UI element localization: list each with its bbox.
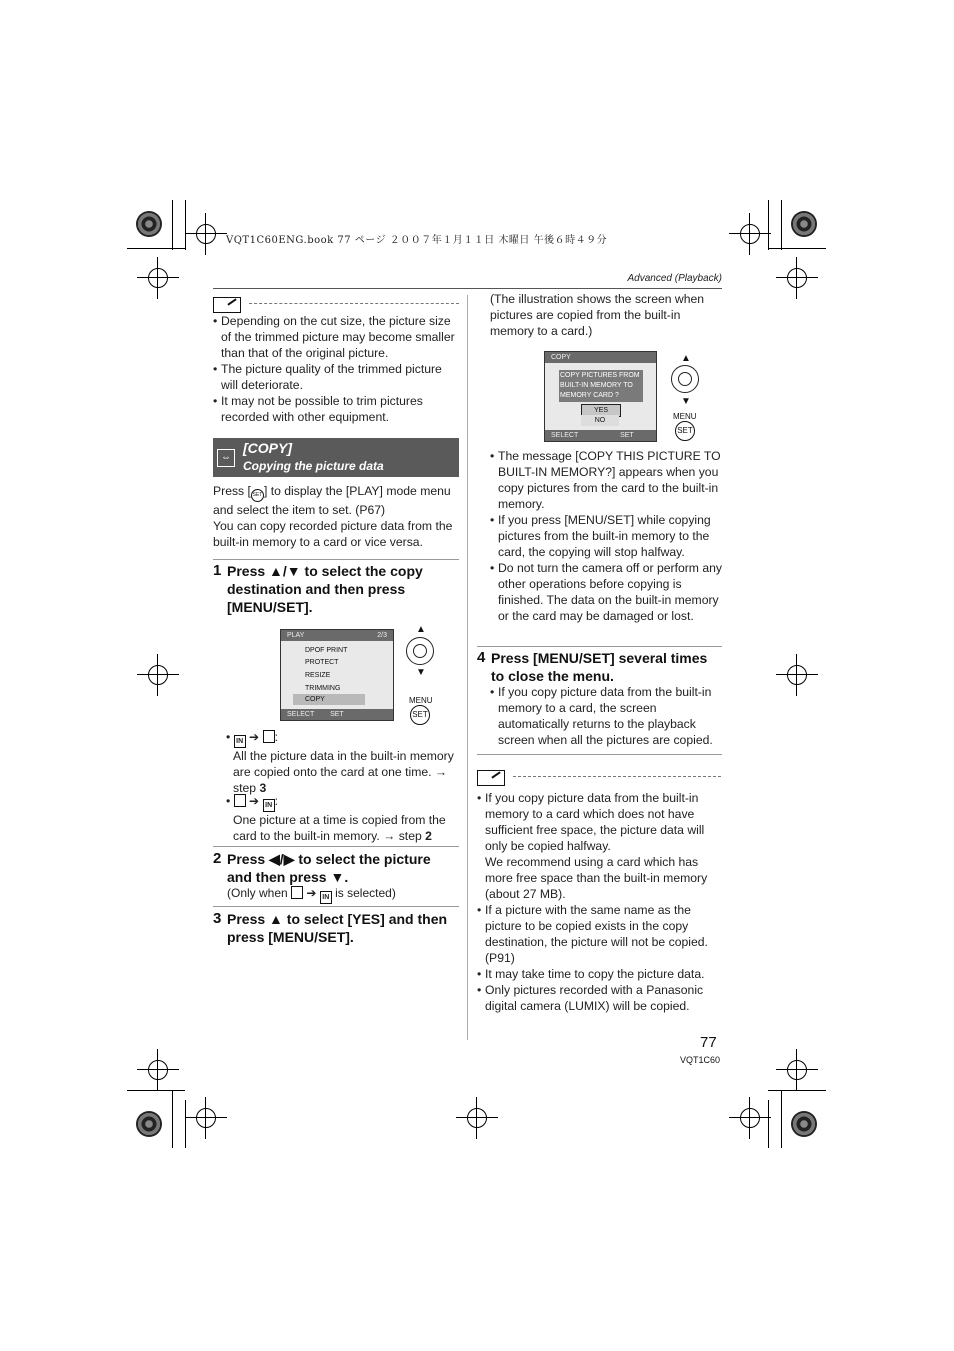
crosshair-mark [787,268,807,288]
screen-footer-set: SET [620,432,634,439]
column-divider [467,295,468,1040]
crosshair-mark [148,268,168,288]
note-icon [213,297,241,313]
built-in-memory-icon: IN [263,799,275,812]
set-button-icon: SET [675,421,695,441]
crosshair-mark [148,665,168,685]
copy-icon: ⇔ [217,449,235,467]
step-2-note: (Only when ➔ IN is selected) [227,885,459,904]
list-item: • Only pictures recorded with a Panasonic digital camera (LUMIX) will be copied. [477,982,722,1014]
screen-title: COPY [551,354,571,361]
illustration-caption: (The illustration shows the screen when pictures are copied from the built-in memory to a card.) [490,292,705,338]
menu-label: MENU [673,412,697,421]
option-a-text: All the picture data in the built-in memory are copied onto the card at one time. → step [233,749,454,795]
note-list [213,313,461,425]
section-label: Advanced (Playback) [627,273,722,284]
step-number: 4 [477,649,486,666]
copy-section-bar [213,438,459,477]
page-number: 77 [700,1034,717,1051]
menu-item: TRIMMING [305,685,341,692]
copy-intro [213,483,461,550]
step-text: Press ▲/▼ to select the copy destination and then press [MENU/SET]. [227,563,423,615]
step-number: 1 [213,562,222,579]
card-icon [263,730,275,743]
no-option: NO [581,415,619,426]
registration-disk [791,211,817,237]
option-a-step: 3 [259,781,267,795]
note-icon [477,770,505,786]
step-text: Press ◀/▶ to select the picture and then press ▼. [227,851,431,885]
step-4-bullet [490,684,725,748]
screen-footer-select: SELECT [287,711,315,718]
cursor-dial-icon [406,637,434,665]
list-item: • The message [COPY THIS PICTURE TO BUILT-IN MEMORY?] appears when you copy pictures from the card to the built-in memory. [490,448,722,512]
list-item: • It may not be possible to trim pictures recorded with other equipment. [213,393,461,425]
copy-confirm-screen [544,351,657,442]
card-icon [234,794,246,807]
screen-footer-set: SET [330,711,344,718]
registration-disk [791,1111,817,1137]
menu-item: RESIZE [305,672,331,679]
list-item: • Depending on the cut size, the picture size of the trimmed picture may become smaller than that of the original picture. [213,313,461,361]
set-button-icon: SET [410,705,430,725]
option-b: • ➔ IN : One picture at a time is copied from the card to the built-in memory. → step 2 [226,794,446,843]
copy-title: [COPY] [243,440,292,456]
built-in-memory-icon: IN [234,735,246,748]
cursor-dial-icon [671,365,699,393]
up-arrow-icon: ▲ [681,353,691,364]
step-text: Press [MENU/SET] several times to close the menu. [491,650,708,684]
crosshair-mark [196,224,216,244]
intro-text-c: You can copy recorded picture data from the built-in memory to a card or vice versa. [213,519,453,549]
step-number: 3 [213,910,222,927]
menu-set-icon: SET [251,489,264,502]
registration-disk [136,211,162,237]
menu-label: MENU [409,696,433,705]
option-a: • IN ➔ : All the picture data in the built-in memory are copied onto the card at one time. → step 3 [226,730,454,795]
yes-option: YES [581,404,621,417]
copy-notes [490,448,722,624]
list-item: • If you copy picture data from the built-in memory to a card which does not have sufficient free space, the picture data will only be copied halfway. We recommend using a card which has more free space than the built-in memory (about 27 MB). [477,790,722,902]
crosshair-mark [196,1108,216,1128]
crosshair-mark [787,1060,807,1080]
list-item: • If a picture with the same name as the picture to be copied exists in the copy destination, the picture will not be copied. (P91) [477,902,722,966]
intro-text-a: Press [ [213,484,251,498]
screen-footer-select: SELECT [551,432,579,439]
play-menu-screen [280,629,394,721]
down-arrow-icon: ▼ [681,396,691,407]
card-icon [291,886,303,899]
down-arrow-icon: ▼ [416,667,426,678]
crosshair-mark [787,665,807,685]
menu-item-selected: COPY [293,694,365,705]
intro-text-b: ] to display the [PLAY] mode menu and select the item to set. (P67) [213,484,451,517]
model-code: VQT1C60 [680,1055,721,1065]
registration-disk [136,1111,162,1137]
crosshair-mark [740,224,760,244]
option-b-step: 2 [425,829,432,843]
screen-title: PLAY [287,632,305,639]
note-extra: We recommend using a card which has more free space than the built-in memory (about 27 MB). [485,855,708,901]
copy-subtitle: Copying the picture data [243,459,384,473]
option-b-text: One picture at a time is copied from the card to the built-in memory. → step [233,813,446,843]
list-item: • If you press [MENU/SET] while copying pictures from the built-in memory to the card, the copying will stop halfway. [490,512,722,560]
note-header [477,770,722,786]
copy-question: COPY PICTURES FROM BUILT-IN MEMORY TO MEMORY CARD ? [559,370,643,402]
note-header [213,297,459,313]
screen-page: 2/3 [377,632,387,639]
crosshair-mark [467,1108,487,1128]
built-in-memory-icon: IN [320,891,332,904]
header-rule [213,288,722,289]
list-item: • The picture quality of the trimmed picture will deteriorate. [213,361,461,393]
menu-item: PROTECT [305,659,339,666]
crosshair-mark [740,1108,760,1128]
list-item: • It may take time to copy the picture data. [477,966,722,982]
list-item: • If you copy picture data from the built-in memory to a card, the screen automatically returns to the playback screen when all the pictures are copied. [490,684,725,748]
book-file-header: VQT1C60ENG.book 77 ページ ２００７年１月１１日 木曜日 午後６時４９分 [226,235,608,246]
up-arrow-icon: ▲ [416,624,426,635]
step-number: 2 [213,850,222,867]
crosshair-mark [148,1060,168,1080]
step-text: Press ▲ to select [YES] and then press [MENU/SET]. [227,911,448,945]
menu-item: DPOF PRINT [305,647,348,654]
list-item: • Do not turn the camera off or perform any other operations before copying is finished. The data on the built-in memory or the card may be damaged or lost. [490,560,722,624]
note-list [477,790,722,1014]
